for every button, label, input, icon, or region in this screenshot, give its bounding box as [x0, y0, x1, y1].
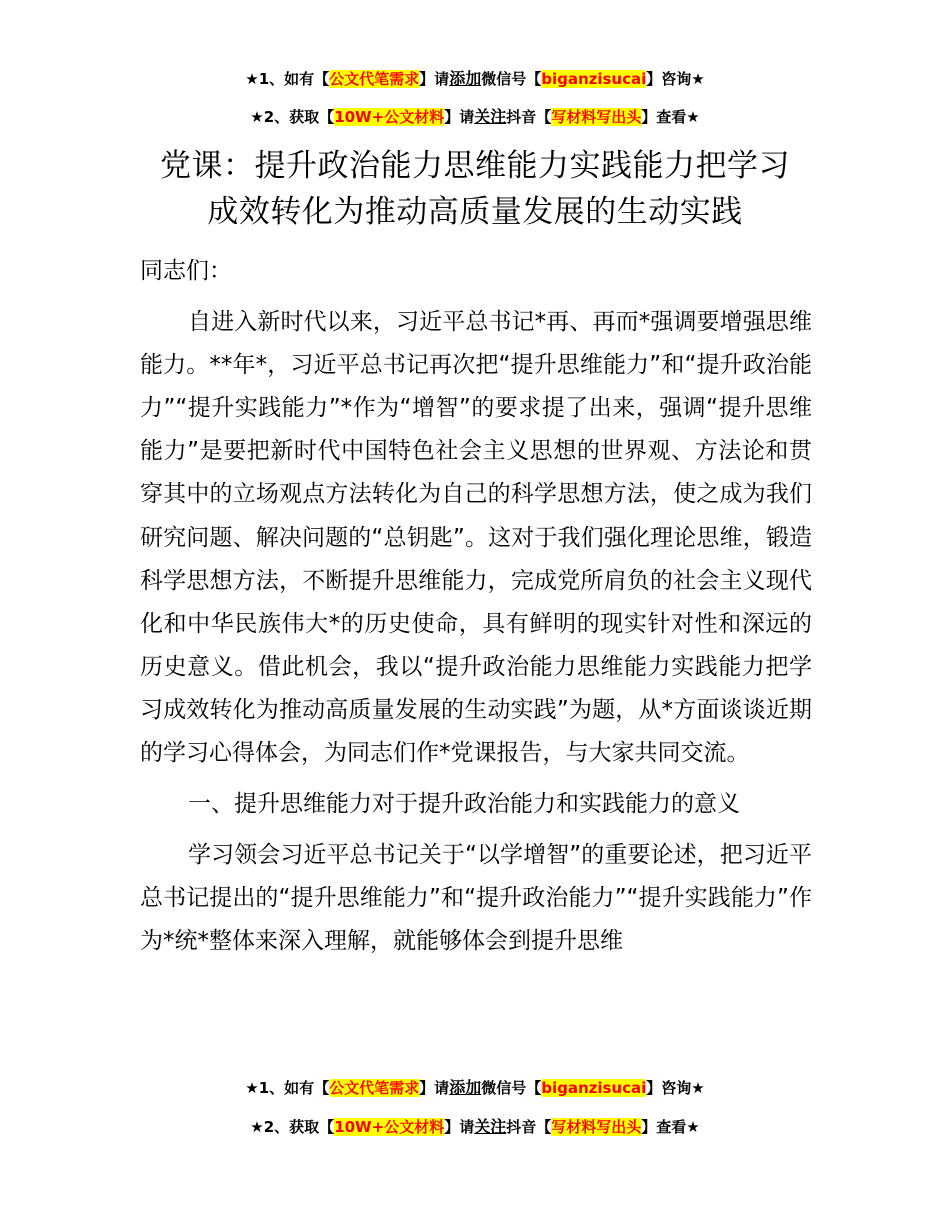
footer-banner-line1: [0, 1078, 950, 1098]
banner-emphasis: 关注: [474, 1117, 507, 1136]
banner-text: 抖音【: [506, 108, 552, 126]
banner-text: ★2、获取【: [250, 108, 335, 126]
banner-text: 】请: [419, 70, 450, 88]
banner-highlight-service: 公文代笔需求: [329, 70, 420, 88]
banner-text: ★1、如有【: [245, 1079, 330, 1097]
banner-highlight-materials: 10W+公文材料: [334, 1118, 445, 1136]
banner-text: 】请: [444, 1118, 475, 1136]
paragraph-section-1: 学习领会习近平总书记关于“以学增智”的重要论述，把习近平总书记提出的“提升思维能力”和“提升政治能力”“提升实践能力”作为*统*整体来深入理解，就能够体会到提升思维: [140, 842, 812, 955]
banner-highlight-wechat-id: biganzisucai: [541, 1079, 647, 1097]
document-body: [140, 250, 812, 964]
paragraph-intro: 自进入新时代以来，习近平总书记*再、再而*强调要增强思维能力。**年*，习近平总书记再次把“提升思维能力”和“提升政治能力”“提升实践能力”*作为“增智”的要求提了出来，强调“提升思维能力”是要把新时代中国特色社会主义思想的世界观、方法论和贯穿其中的立场观点方法转化为自己的科学思想方法，使之成为我们研究问题、解决问题的“总钥匙”。这对于我们强化理论思维，锻造科学思想方法，不断提升思维能力，完成党所肩负的社会主义现代化和中华民族伟大*的历史使命，具有鲜明的现实针对性和深远的历史意义。借此机会，我以“提升政治能力思维能力实践能力把学习成效转化为推动高质量发展的生动实践”为题，从*方面谈谈近期的学习心得体会，为同志们作*党课报告，与大家共同交流。: [140, 309, 812, 767]
banner-text: 】查看★: [641, 108, 700, 126]
banner-text: 】请: [419, 1079, 450, 1097]
header-banner-line1: [0, 69, 950, 89]
banner-emphasis: 关注: [474, 107, 507, 126]
banner-emphasis: 添加: [449, 69, 482, 88]
banner-text: 】查看★: [641, 1118, 700, 1136]
document-title: [0, 143, 950, 235]
section-heading-1: 一、提升思维能力对于提升政治能力和实践能力的意义: [188, 791, 740, 818]
banner-highlight-service: 公文代笔需求: [329, 1079, 420, 1097]
banner-text: 】请: [444, 108, 475, 126]
banner-text: ★1、如有【: [245, 70, 330, 88]
title-line-2: 成效转化为推动高质量发展的生动实践: [207, 194, 743, 230]
banner-text: ★2、获取【: [250, 1118, 335, 1136]
salutation: 同志们：: [140, 258, 232, 284]
banner-highlight-douyin: 写材料写出头: [551, 108, 642, 126]
banner-text: 】咨询★: [646, 70, 705, 88]
banner-highlight-wechat-id: biganzisucai: [541, 70, 647, 88]
banner-text: 微信号【: [481, 1079, 542, 1097]
footer-banner-line2: [0, 1117, 950, 1137]
banner-highlight-douyin: 写材料写出头: [551, 1118, 642, 1136]
header-banner-line2: [0, 107, 950, 127]
banner-text: 微信号【: [481, 70, 542, 88]
banner-highlight-materials: 10W+公文材料: [334, 108, 445, 126]
title-line-1: 党课：提升政治能力思维能力实践能力把学习: [160, 148, 790, 184]
banner-text: 】咨询★: [646, 1079, 705, 1097]
banner-text: 抖音【: [506, 1118, 552, 1136]
banner-emphasis: 添加: [449, 1078, 482, 1097]
